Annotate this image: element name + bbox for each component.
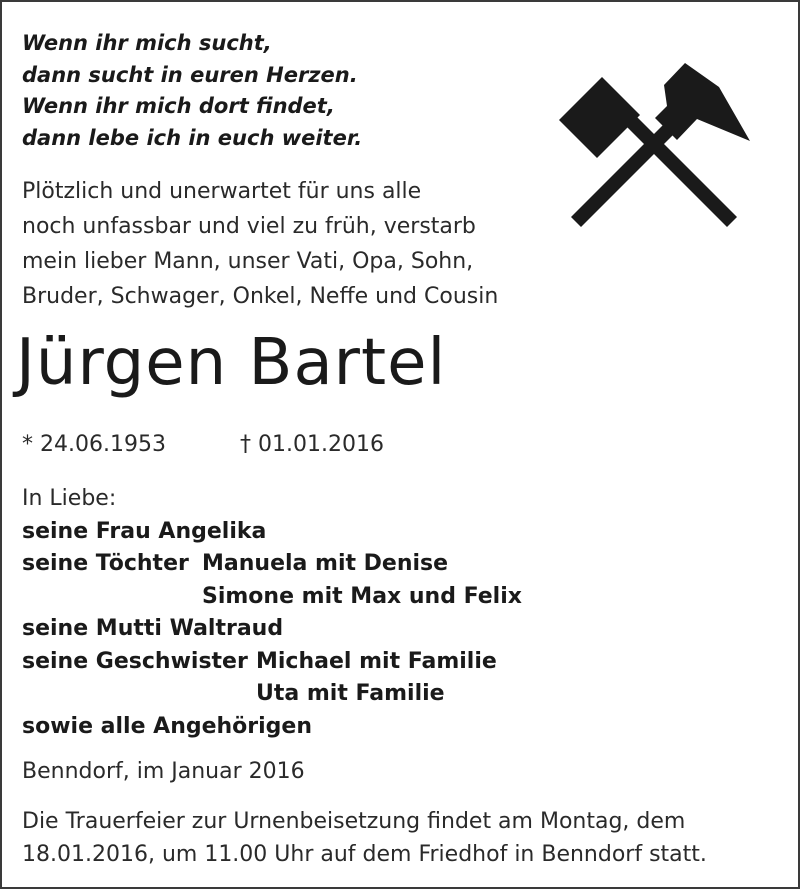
mourner-siblings-cont: [22, 678, 445, 711]
crossed-hammers-icon: [557, 57, 755, 232]
siblings-label: seine Geschwister: [22, 648, 248, 674]
poem-line: Wenn ihr mich sucht,: [22, 31, 272, 55]
death-date: † 01.01.2016: [240, 432, 384, 457]
funeral-notice: [22, 805, 707, 871]
mourners-heading: In Liebe:: [22, 486, 117, 511]
place-date: Benndorf, im Januar 2016: [22, 759, 305, 784]
poem: [22, 28, 362, 154]
poem-line: dann lebe ich in euch weiter.: [22, 125, 363, 150]
announcement-line: noch unfassbar und viel zu früh, verstarb: [22, 214, 476, 239]
funeral-notice-line: 18.01.2016, um 11.00 Uhr auf dem Friedhof in Benndorf statt.: [22, 842, 707, 867]
mourner-daughters: [22, 548, 449, 581]
mourner-mother: seine Mutti Waltraud: [22, 616, 284, 641]
sibling-2: Uta mit Familie: [256, 681, 445, 706]
announcement-text: [22, 174, 498, 314]
daughters-label: seine Töchter: [22, 551, 189, 576]
mourners-list: [22, 483, 522, 743]
mourner-wife: seine Frau Angelika: [22, 518, 267, 544]
announcement-line: mein lieber Mann, unser Vati, Opa, Sohn,: [22, 249, 474, 274]
mourner-relatives: sowie alle Angehörigen: [22, 713, 313, 739]
poem-line: Wenn ihr mich dort findet,: [22, 94, 335, 118]
announcement-line: Bruder, Schwager, Onkel, Neffe und Cousin: [22, 284, 499, 309]
announcement-line: Plötzlich und unerwartet für uns alle: [22, 179, 422, 204]
deceased-name: Jürgen Bartel: [16, 326, 447, 400]
daughter-1: Manuela mit Denise: [202, 551, 449, 576]
mourner-siblings: [22, 646, 497, 679]
poem-line: dann sucht in euren Herzen.: [22, 62, 358, 87]
funeral-notice-line: Die Trauerfeier zur Urnenbeisetzung findet am Montag, dem: [22, 809, 686, 834]
birth-date: * 24.06.1953: [22, 432, 166, 457]
mourner-daughters-cont: [22, 581, 522, 614]
sibling-1: Michael mit Familie: [256, 648, 497, 674]
daughter-2: Simone mit Max und Felix: [202, 583, 522, 609]
